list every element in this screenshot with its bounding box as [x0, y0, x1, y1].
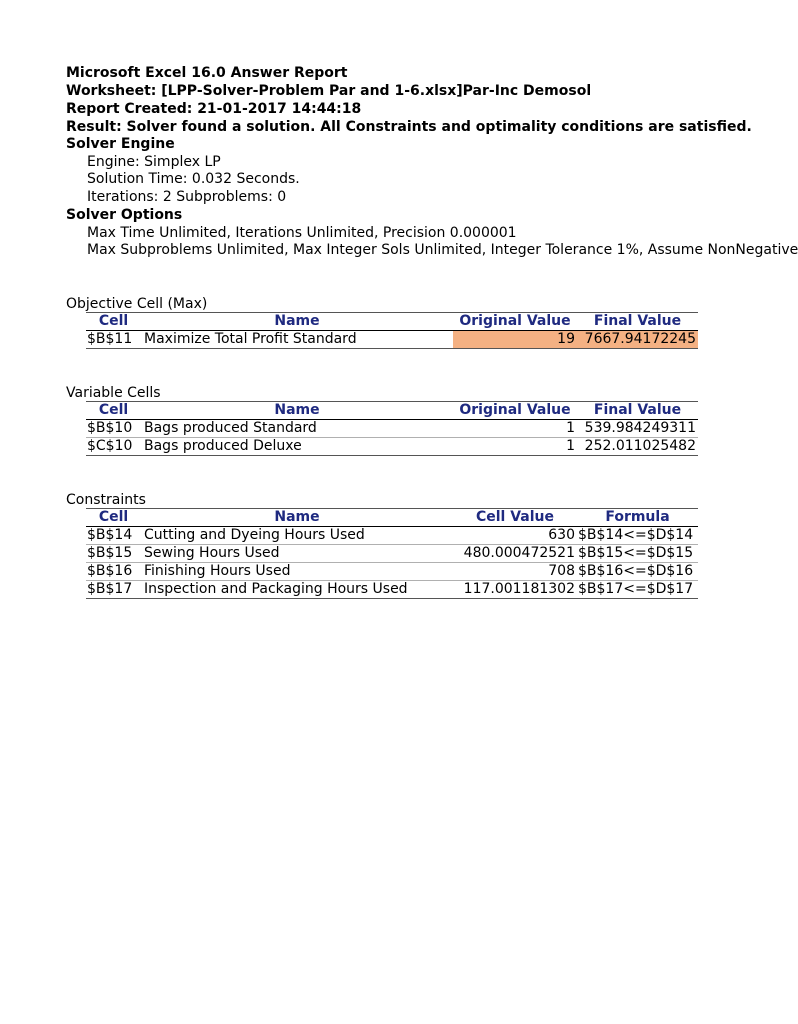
- options-block: [66, 224, 798, 260]
- options-heading: Solver Options: [66, 207, 183, 223]
- worksheet-line: Worksheet: [LPP-Solver-Problem Par and 1-6.xlsx]Par-Inc Demosol: [66, 83, 592, 99]
- final-value: 252.011025482: [584, 438, 696, 454]
- column-header: Original Value: [459, 313, 571, 329]
- engine-heading: Solver Engine: [66, 136, 175, 152]
- column-header: Name: [274, 509, 320, 525]
- table-row: [86, 420, 698, 438]
- table-header-row: [86, 313, 698, 331]
- engine-line: Engine: Simplex LP: [87, 154, 221, 170]
- cell-name: Cutting and Dyeing Hours Used: [144, 527, 365, 543]
- original-value: 19: [453, 331, 577, 349]
- formula: $B$14<=$D$14: [578, 527, 694, 543]
- report-header: [66, 64, 752, 224]
- table-row: [86, 545, 698, 563]
- cell-value: 708: [548, 563, 575, 579]
- objective-table: [86, 312, 698, 349]
- original-value: 1: [566, 438, 575, 454]
- column-header: Final Value: [593, 402, 682, 418]
- cell-ref: $B$16: [87, 563, 133, 579]
- table-row: [86, 331, 698, 349]
- cell-name: Bags produced Deluxe: [144, 438, 302, 454]
- result-line: Result: Solver found a solution. All Constraints and optimality conditions are satisfied.: [66, 119, 752, 135]
- cell-name: Inspection and Packaging Hours Used: [144, 581, 408, 597]
- cell-name: Bags produced Standard: [144, 420, 317, 436]
- column-header: Cell: [98, 313, 129, 329]
- variables-table: [86, 401, 698, 456]
- column-header: Name: [274, 313, 320, 329]
- original-value: 1: [566, 420, 575, 436]
- final-value: 539.984249311: [584, 420, 696, 436]
- table-row: [86, 438, 698, 456]
- column-header: Cell Value: [475, 509, 555, 525]
- cell-ref: $B$10: [87, 420, 133, 436]
- cell-name: Sewing Hours Used: [144, 545, 280, 561]
- final-value: 7667.94172245: [577, 331, 698, 349]
- created-line: Report Created: 21-01-2017 14:44:18: [66, 101, 362, 117]
- cell-name: Maximize Total Profit Standard: [144, 331, 357, 347]
- formula: $B$17<=$D$17: [578, 581, 694, 597]
- column-header: Final Value: [593, 313, 682, 329]
- cell-value: 480.000472521: [463, 545, 575, 561]
- table-row: [86, 527, 698, 545]
- cell-ref: $B$11: [87, 331, 133, 347]
- iterations-line: Iterations: 2 Subproblems: 0: [87, 189, 287, 205]
- cell-value: 630: [548, 527, 575, 543]
- cell-name: Finishing Hours Used: [144, 563, 291, 579]
- constraints-label: Constraints: [66, 492, 146, 508]
- solution-time-line: Solution Time: 0.032 Seconds.: [87, 171, 300, 187]
- column-header: Formula: [605, 509, 670, 525]
- column-header: Cell: [98, 402, 129, 418]
- cell-ref: $B$17: [87, 581, 133, 597]
- report-title: Microsoft Excel 16.0 Answer Report: [66, 65, 348, 81]
- cell-ref: $B$15: [87, 545, 133, 561]
- column-header: Name: [274, 402, 320, 418]
- formula: $B$16<=$D$16: [578, 563, 694, 579]
- options-line-2: Max Subproblems Unlimited, Max Integer Sols Unlimited, Integer Tolerance 1%, Assume NonNegative: [87, 242, 798, 258]
- cell-value: 117.001181302: [463, 581, 575, 597]
- objective-label: Objective Cell (Max): [66, 296, 208, 312]
- formula: $B$15<=$D$15: [578, 545, 694, 561]
- constraints-table: [86, 508, 698, 599]
- cell-ref: $B$14: [87, 527, 133, 543]
- table-header-row: [86, 402, 698, 420]
- variables-label: Variable Cells: [66, 385, 161, 401]
- column-header: Original Value: [459, 402, 571, 418]
- table-header-row: [86, 509, 698, 527]
- cell-ref: $C$10: [87, 438, 133, 454]
- column-header: Cell: [98, 509, 129, 525]
- options-line-1: Max Time Unlimited, Iterations Unlimited, Precision 0.000001: [87, 225, 517, 241]
- table-row: [86, 563, 698, 581]
- table-row: [86, 581, 698, 599]
